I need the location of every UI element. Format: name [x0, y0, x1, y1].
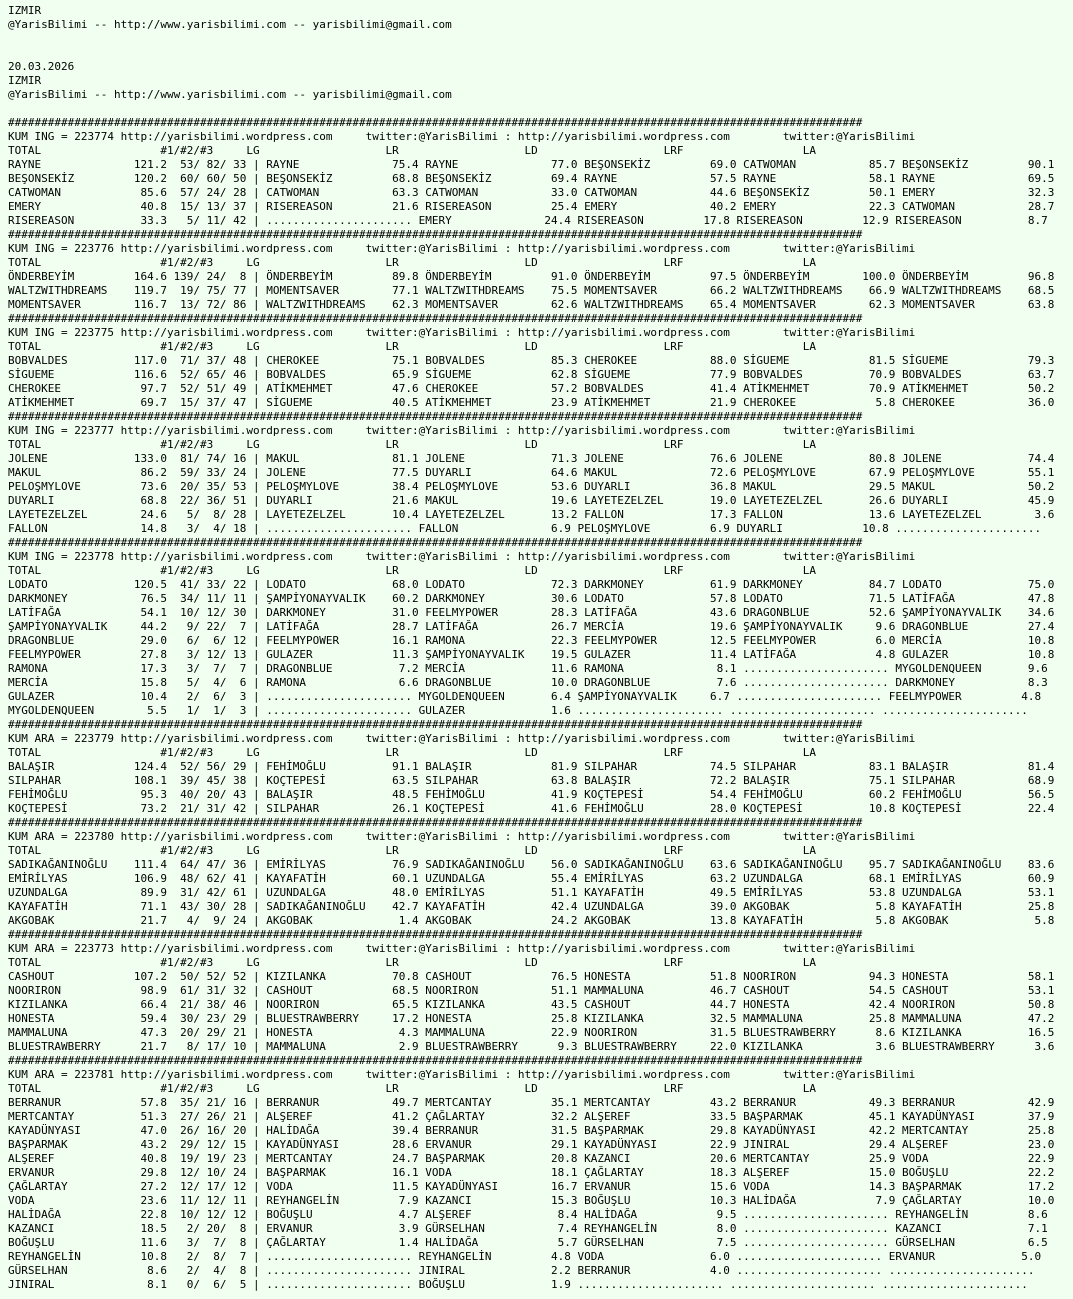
header-line: IZMIR — [8, 74, 42, 87]
table-row: MAMMALUNA 47.3 20/ 29/ 21 | HONESTA 4.3 MAMMALUNA 22.9 NOORIRON 31.5 BLUESTRAWBERRY 8.6 KIZILANKA 16.5 — [8, 1026, 1055, 1039]
table-row: MAKUL 86.2 59/ 33/ 24 | JOLENE 77.5 DUYARLI 64.6 MAKUL 72.6 PELOŞMYLOVE 67.9 PELOŞMYLOVE 55.1 — [8, 466, 1055, 479]
race-title: KUM ING = 223777 http://yarisbilimi.wordpress.com twitter:@YarisBilimi : http://yarisbilimi.wordpress.com twitter:@YarisBilimi — [8, 424, 916, 437]
table-row: FALLON 14.8 3/ 4/ 18 | ...................... FALLON 6.9 PELOŞMYLOVE 6.9 DUYARLI 10.8 ...................... — [8, 522, 1042, 535]
table-row: LATİFAĞA 54.1 10/ 12/ 30 | DARKMONEY 31.0 FEELMYPOWER 28.3 LATİFAĞA 43.6 DRAGONBLUE 52.6 ŞAMPİYONAYVALIK 34.6 — [8, 606, 1055, 619]
header-line: @YarisBilimi -- http://www.yarisbilimi.com -- yarisbilimi@gmail.com — [8, 18, 452, 31]
table-row: GÜRSELHAN 8.6 2/ 4/ 8 | ...................... JINIRAL 2.2 BERRANUR 4.0 ...................... ...................... — [8, 1264, 1035, 1277]
table-row: HALİDAĞA 22.8 10/ 12/ 12 | BOĞUŞLU 4.7 ALŞEREF 8.4 HALİDAĞA 9.5 ...................... REYHANGELİN 8.6 — [8, 1208, 1048, 1221]
table-row: SADIKAĞANINOĞLU 111.4 64/ 47/ 36 | EMİRİLYAS 76.9 SADIKAĞANINOĞLU 56.0 SADIKAĞANINOĞLU 63.6 SADIKAĞANINOĞLU 95.7 SADIKAĞANINOĞLU 83.6 — [8, 858, 1055, 871]
table-row: ÇAĞLARTAY 27.2 12/ 17/ 12 | VODA 11.5 KAYADÜNYASI 16.7 ERVANUR 15.6 VODA 14.3 BAŞPARMAK 17.2 — [8, 1180, 1055, 1193]
race-title: KUM ING = 223776 http://yarisbilimi.wordpress.com twitter:@YarisBilimi : http://yarisbilimi.wordpress.com twitter:@YarisBilimi — [8, 242, 916, 255]
table-row: WALTZWITHDREAMS 119.7 19/ 75/ 77 | MOMENTSAVER 77.1 WALTZWITHDREAMS 75.5 MOMENTSAVER 66.2 WALTZWITHDREAMS 66.9 WALTZWITHDREAMS 68.5 — [8, 284, 1055, 297]
table-row: KAYAFATİH 71.1 43/ 30/ 28 | SADIKAĞANINOĞLU 42.7 KAYAFATİH 42.4 UZUNDALGA 39.0 AKGOBAK 5.8 KAYAFATİH 25.8 — [8, 900, 1055, 913]
table-row: CASHOUT 107.2 50/ 52/ 52 | KIZILANKA 70.8 CASHOUT 76.5 HONESTA 51.8 NOORIRON 94.3 HONESTA 58.1 — [8, 970, 1055, 983]
table-row: HONESTA 59.4 30/ 23/ 29 | BLUESTRAWBERRY 17.2 HONESTA 25.8 KIZILANKA 32.5 MAMMALUNA 25.8 MAMMALUNA 47.2 — [8, 1012, 1055, 1025]
table-row: BLUESTRAWBERRY 21.7 8/ 17/ 10 | MAMMALUNA 2.9 BLUESTRAWBERRY 9.3 BLUESTRAWBERRY 22.0 KIZILANKA 3.6 BLUESTRAWBERRY 3.6 — [8, 1040, 1055, 1053]
race-title: KUM ING = 223774 http://yarisbilimi.wordpress.com twitter:@YarisBilimi : http://yarisbilimi.wordpress.com twitter:@YarisBilimi — [8, 130, 916, 143]
race-title: KUM ING = 223775 http://yarisbilimi.wordpress.com twitter:@YarisBilimi : http://yarisbilimi.wordpress.com twitter:@YarisBilimi — [8, 326, 916, 339]
table-row: MYGOLDENQUEEN 5.5 1/ 1/ 3 | ...................... GULAZER 1.6 ...................... ...................... ...................... — [8, 704, 1028, 717]
table-header-row: TOTAL #1/#2/#3 LG LR LD LRF LA — [8, 256, 816, 269]
header-line: IZMIR — [8, 4, 42, 17]
table-row: JOLENE 133.0 81/ 74/ 16 | MAKUL 81.1 JOLENE 71.3 JOLENE 76.6 JOLENE 80.8 JOLENE 74.4 — [8, 452, 1055, 465]
table-row: DUYARLI 68.8 22/ 36/ 51 | DUYARLI 21.6 MAKUL 19.6 LAYETEZELZEL 19.0 LAYETEZELZEL 26.6 DUYARLI 45.9 — [8, 494, 1055, 507]
table-row: FEELMYPOWER 27.8 3/ 12/ 13 | GULAZER 11.3 ŞAMPİYONAYVALIK 19.5 GULAZER 11.4 LATİFAĞA 4.8 GULAZER 10.8 — [8, 648, 1055, 661]
table-row: UZUNDALGA 89.9 31/ 42/ 61 | UZUNDALGA 48.0 EMİRİLYAS 51.1 KAYAFATİH 49.5 EMİRİLYAS 53.8 UZUNDALGA 53.1 — [8, 886, 1055, 899]
separator-line: ################################################################################################################################# — [8, 816, 863, 829]
table-row: MOMENTSAVER 116.7 13/ 72/ 86 | WALTZWITHDREAMS 62.3 MOMENTSAVER 62.6 WALTZWITHDREAMS 65.4 MOMENTSAVER 62.3 MOMENTSAVER 63.8 — [8, 298, 1055, 311]
table-row: ÖNDERBEYİM 164.6 139/ 24/ 8 | ÖNDERBEYİM 89.8 ÖNDERBEYİM 91.0 ÖNDERBEYİM 97.5 ÖNDERBEYİM 100.0 ÖNDERBEYİM 96.8 — [8, 270, 1055, 283]
table-header-row: TOTAL #1/#2/#3 LG LR LD LRF LA — [8, 844, 816, 857]
header-line: 20.03.2026 — [8, 60, 75, 73]
table-row: BOBVALDES 117.0 71/ 37/ 48 | CHEROKEE 75.1 BOBVALDES 85.3 CHEROKEE 88.0 SİGUEME 81.5 SİGUEME 79.3 — [8, 354, 1055, 367]
table-header-row: TOTAL #1/#2/#3 LG LR LD LRF LA — [8, 438, 816, 451]
header-line — [8, 32, 1073, 46]
table-header-row: TOTAL #1/#2/#3 LG LR LD LRF LA — [8, 144, 816, 157]
table-row: BERRANUR 57.8 35/ 21/ 16 | BERRANUR 49.7 MERTCANTAY 35.1 MERTCANTAY 43.2 BERRANUR 49.3 BERRANUR 42.9 — [8, 1096, 1055, 1109]
table-row: BALAŞIR 124.4 52/ 56/ 29 | FEHİMOĞLU 91.1 BALAŞIR 81.9 SILPAHAR 74.5 SILPAHAR 83.1 BALAŞIR 81.4 — [8, 760, 1055, 773]
table-row: EMERY 40.8 15/ 13/ 37 | RISEREASON 21.6 RISEREASON 25.4 EMERY 40.2 EMERY 22.3 CATWOMAN 28.7 — [8, 200, 1055, 213]
header-line: @YarisBilimi -- http://www.yarisbilimi.com -- yarisbilimi@gmail.com — [8, 88, 452, 101]
race-title: KUM ING = 223778 http://yarisbilimi.wordpress.com twitter:@YarisBilimi : http://yarisbilimi.wordpress.com twitter:@YarisBilimi — [8, 550, 916, 563]
table-row: ERVANUR 29.8 12/ 10/ 24 | BAŞPARMAK 16.1 VODA 18.1 ÇAĞLARTAY 18.3 ALŞEREF 15.0 BOĞUŞLU 22.2 — [8, 1166, 1055, 1179]
table-row: KIZILANKA 66.4 21/ 38/ 46 | NOORIRON 65.5 KIZILANKA 43.5 CASHOUT 44.7 HONESTA 42.4 NOORIRON 50.8 — [8, 998, 1055, 1011]
separator-line: ################################################################################################################################# — [8, 116, 863, 129]
table-row: NOORIRON 98.9 61/ 31/ 32 | CASHOUT 68.5 NOORIRON 51.1 MAMMALUNA 46.7 CASHOUT 54.5 CASHOUT 53.1 — [8, 984, 1055, 997]
table-row: ALŞEREF 40.8 19/ 19/ 23 | MERTCANTAY 24.7 BAŞPARMAK 20.8 KAZANCI 20.6 MERTCANTAY 25.9 VODA 22.9 — [8, 1152, 1055, 1165]
table-row: DARKMONEY 76.5 34/ 11/ 11 | ŞAMPİYONAYVALIK 60.2 DARKMONEY 30.6 LODATO 57.8 LODATO 71.5 LATİFAĞA 47.8 — [8, 592, 1055, 605]
table-header-row: TOTAL #1/#2/#3 LG LR LD LRF LA — [8, 564, 816, 577]
table-row: RAYNE 121.2 53/ 82/ 33 | RAYNE 75.4 RAYNE 77.0 BEŞONSEKİZ 69.0 CATWOMAN 85.7 BEŞONSEKİZ 90.1 — [8, 158, 1055, 171]
table-header-row: TOTAL #1/#2/#3 LG LR LD LRF LA — [8, 1082, 816, 1095]
table-row: ŞAMPİYONAYVALIK 44.2 9/ 22/ 7 | LATİFAĞA 28.7 LATİFAĞA 26.7 MERCİA 19.6 ŞAMPİYONAYVALIK 9.6 DRAGONBLUE 27.4 — [8, 620, 1055, 633]
table-row: KAYADÜNYASI 47.0 26/ 16/ 20 | HALİDAĞA 39.4 BERRANUR 31.5 BAŞPARMAK 29.8 KAYADÜNYASI 42.2 MERTCANTAY 25.8 — [8, 1124, 1055, 1137]
table-row: DRAGONBLUE 29.0 6/ 6/ 12 | FEELMYPOWER 16.1 RAMONA 22.3 FEELMYPOWER 12.5 FEELMYPOWER 6.0 MERCİA 10.8 — [8, 634, 1055, 647]
table-row: AKGOBAK 21.7 4/ 9/ 24 | AKGOBAK 1.4 AKGOBAK 24.2 AKGOBAK 13.8 KAYAFATİH 5.8 AKGOBAK 5.8 — [8, 914, 1055, 927]
table-row: ATİKMEHMET 69.7 15/ 37/ 47 | SİGUEME 40.5 ATİKMEHMET 23.9 ATİKMEHMET 21.9 CHEROKEE 5.8 CHEROKEE 36.0 — [8, 396, 1055, 409]
table-row: KAZANCI 18.5 2/ 20/ 8 | ERVANUR 3.9 GÜRSELHAN 7.4 REYHANGELİN 8.0 ...................... KAZANCI 7.1 — [8, 1222, 1048, 1235]
table-row: CHEROKEE 97.7 52/ 51/ 49 | ATİKMEHMET 47.6 CHEROKEE 57.2 BOBVALDES 41.4 ATİKMEHMET 70.9 ATİKMEHMET 50.2 — [8, 382, 1055, 395]
separator-line: ################################################################################################################################# — [8, 1054, 863, 1067]
table-header-row: TOTAL #1/#2/#3 LG LR LD LRF LA — [8, 956, 816, 969]
table-row: KOÇTEPESİ 73.2 21/ 31/ 42 | SILPAHAR 26.1 KOÇTEPESİ 41.6 FEHİMOĞLU 28.0 KOÇTEPESİ 10.8 KOÇTEPESİ 22.4 — [8, 802, 1055, 815]
table-row: BAŞPARMAK 43.2 29/ 12/ 15 | KAYADÜNYASI 28.6 ERVANUR 29.1 KAYADÜNYASI 22.9 JINIRAL 29.4 ALŞEREF 23.0 — [8, 1138, 1055, 1151]
race-title: KUM ARA = 223781 http://yarisbilimi.wordpress.com twitter:@YarisBilimi : http://yarisbilimi.wordpress.com twitter:@YarisBilimi — [8, 1068, 916, 1081]
table-row: RISEREASON 33.3 5/ 11/ 42 | ...................... EMERY 24.4 RISEREASON 17.8 RISEREASON 12.9 RISEREASON 8.7 — [8, 214, 1048, 227]
table-row: SILPAHAR 108.1 39/ 45/ 38 | KOÇTEPESİ 63.5 SILPAHAR 63.8 BALAŞIR 72.2 BALAŞIR 75.1 SILPAHAR 68.9 — [8, 774, 1055, 787]
table-row: REYHANGELİN 10.8 2/ 8/ 7 | ...................... REYHANGELİN 4.8 VODA 6.0 ...................... ERVANUR 5.0 — [8, 1250, 1042, 1263]
table-row: MERCİA 15.8 5/ 4/ 6 | RAMONA 6.6 DRAGONBLUE 10.0 DRAGONBLUE 7.6 ...................... DARKMONEY 8.3 — [8, 676, 1048, 689]
table-row: LAYETEZELZEL 24.6 5/ 8/ 28 | LAYETEZELZEL 10.4 LAYETEZELZEL 13.2 FALLON 17.3 FALLON 13.6 LAYETEZELZEL 3.6 — [8, 508, 1055, 521]
table-row: EMİRİLYAS 106.9 48/ 62/ 41 | KAYAFATİH 60.1 UZUNDALGA 55.4 EMİRİLYAS 63.2 UZUNDALGA 68.1 EMİRİLYAS 60.9 — [8, 872, 1055, 885]
table-row: RAMONA 17.3 3/ 7/ 7 | DRAGONBLUE 7.2 MERCİA 11.6 RAMONA 8.1 ...................... MYGOLDENQUEEN 9.6 — [8, 662, 1048, 675]
table-header-row: TOTAL #1/#2/#3 LG LR LD LRF LA — [8, 340, 816, 353]
separator-line: ################################################################################################################################# — [8, 718, 863, 731]
separator-line: ################################################################################################################################# — [8, 312, 863, 325]
table-row: MERTCANTAY 51.3 27/ 26/ 21 | ALŞEREF 41.2 ÇAĞLARTAY 32.2 ALŞEREF 33.5 BAŞPARMAK 45.1 KAYADÜNYASI 37.9 — [8, 1110, 1055, 1123]
table-row: GULAZER 10.4 2/ 6/ 3 | ...................... MYGOLDENQUEEN 6.4 ŞAMPİYONAYVALIK 6.7 ...................... FEELMYPOWER 4.8 — [8, 690, 1042, 703]
race-title: KUM ARA = 223780 http://yarisbilimi.wordpress.com twitter:@YarisBilimi : http://yarisbilimi.wordpress.com twitter:@YarisBilimi — [8, 830, 916, 843]
table-row: FEHİMOĞLU 95.3 40/ 20/ 43 | BALAŞIR 48.5 FEHİMOĞLU 41.9 KOÇTEPESİ 54.4 FEHİMOĞLU 60.2 FEHİMOĞLU 56.5 — [8, 788, 1055, 801]
separator-line: ################################################################################################################################# — [8, 410, 863, 423]
table-header-row: TOTAL #1/#2/#3 LG LR LD LRF LA — [8, 746, 816, 759]
table-row: PELOŞMYLOVE 73.6 20/ 35/ 53 | PELOŞMYLOVE 38.4 PELOŞMYLOVE 53.6 DUYARLI 36.8 MAKUL 29.5 MAKUL 50.2 — [8, 480, 1055, 493]
table-row: SİGUEME 116.6 52/ 65/ 46 | BOBVALDES 65.9 SİGUEME 62.8 SİGUEME 77.9 BOBVALDES 70.9 BOBVALDES 63.7 — [8, 368, 1055, 381]
separator-line: ################################################################################################################################# — [8, 228, 863, 241]
race-title: KUM ARA = 223773 http://yarisbilimi.wordpress.com twitter:@YarisBilimi : http://yarisbilimi.wordpress.com twitter:@YarisBilimi — [8, 942, 916, 955]
table-row: BEŞONSEKİZ 120.2 60/ 60/ 50 | BEŞONSEKİZ 68.8 BEŞONSEKİZ 69.4 RAYNE 57.5 RAYNE 58.1 RAYNE 69.5 — [8, 172, 1055, 185]
table-row: JINIRAL 8.1 0/ 6/ 5 | ...................... BOĞUŞLU 1.9 ...................... ...................... ...................... — [8, 1278, 1028, 1291]
table-row: BOĞUŞLU 11.6 3/ 7/ 8 | ÇAĞLARTAY 1.4 HALİDAĞA 5.7 GÜRSELHAN 7.5 ...................... GÜRSELHAN 6.5 — [8, 1236, 1048, 1249]
table-row: CATWOMAN 85.6 57/ 24/ 28 | CATWOMAN 63.3 CATWOMAN 33.0 CATWOMAN 44.6 BEŞONSEKİZ 50.1 EMERY 32.3 — [8, 186, 1055, 199]
race-title: KUM ARA = 223779 http://yarisbilimi.wordpress.com twitter:@YarisBilimi : http://yarisbilimi.wordpress.com twitter:@YarisBilimi — [8, 732, 916, 745]
table-row: VODA 23.6 11/ 12/ 11 | REYHANGELİN 7.9 KAZANCI 15.3 BOĞUŞLU 10.3 HALİDAĞA 7.9 ÇAĞLARTAY 10.0 — [8, 1194, 1055, 1207]
header-line — [8, 46, 1073, 60]
separator-line: ################################################################################################################################# — [8, 536, 863, 549]
table-row: LODATO 120.5 41/ 33/ 22 | LODATO 68.0 LODATO 72.3 DARKMONEY 61.9 DARKMONEY 84.7 LODATO 75.0 — [8, 578, 1055, 591]
separator-line: ################################################################################################################################# — [8, 928, 863, 941]
header-line — [8, 102, 1073, 116]
